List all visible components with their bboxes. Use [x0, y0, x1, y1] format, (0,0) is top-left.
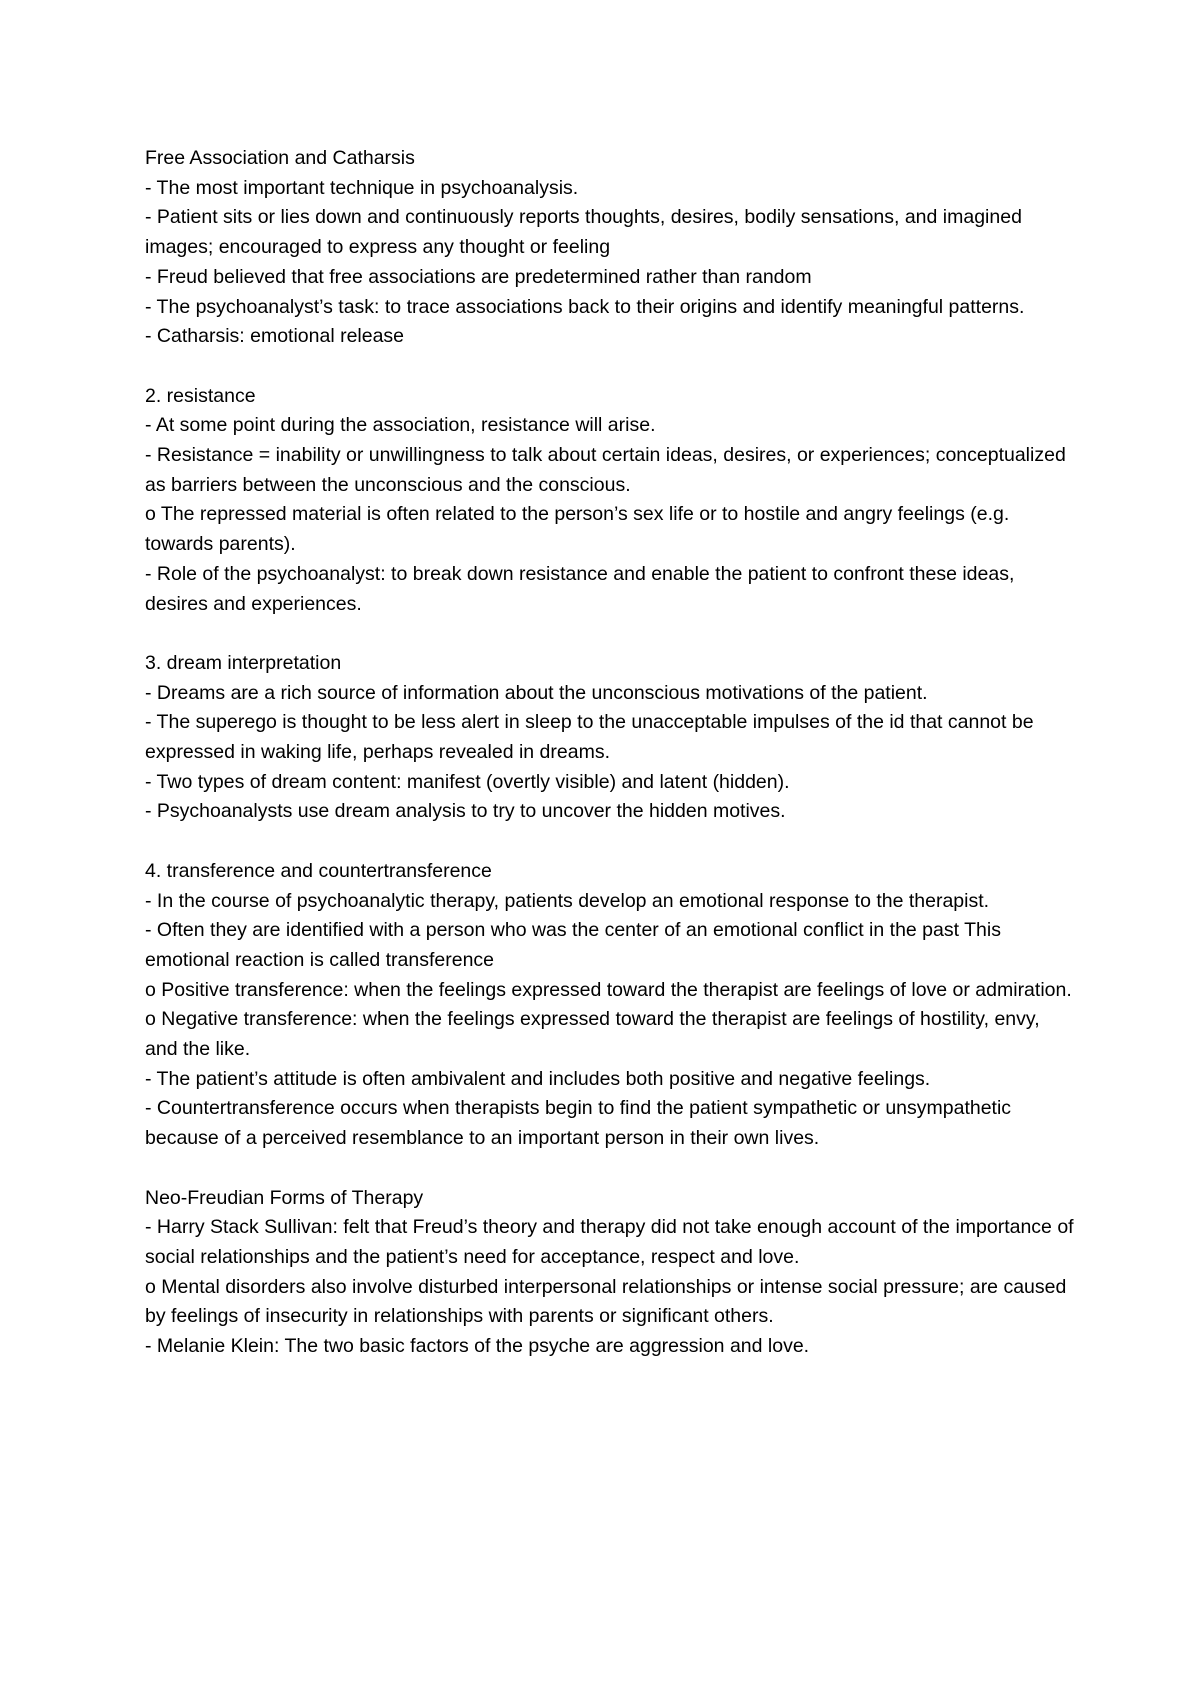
- section-heading: 2. resistance: [145, 384, 256, 407]
- list-item: o Negative transference: when the feelings expressed toward the therapist are feelings of hostility, envy, and the like.: [145, 1008, 1040, 1061]
- document-body: [145, 144, 1075, 1362]
- section-transference: [145, 857, 1075, 1154]
- list-item: - Freud believed that free associations are predetermined rather than random: [145, 265, 812, 288]
- list-item: - Catharsis: emotional release: [145, 325, 405, 348]
- list-item: - Patient sits or lies down and continuously reports thoughts, desires, bodily sensations, and imagined images; encouraged to express any thought or feeling: [145, 206, 1022, 259]
- list-item: - Dreams are a rich source of information about the unconscious motivations of the patient.: [145, 681, 928, 704]
- list-item: - The patient’s attitude is often ambivalent and includes both positive and negative feelings.: [145, 1067, 931, 1090]
- list-item: - The most important technique in psychoanalysis.: [145, 176, 579, 199]
- list-item: - Resistance = inability or unwillingness to talk about certain ideas, desires, or experiences; conceptualized as barriers between the unconscious and the conscious.: [145, 444, 1066, 496]
- list-item: - Psychoanalysts use dream analysis to try to uncover the hidden motives.: [145, 800, 786, 823]
- list-item: - The superego is thought to be less alert in sleep to the unacceptable impulses of the id that cannot be expressed in waking life, perhaps revealed in dreams.: [145, 711, 1034, 764]
- section-resistance: [145, 382, 1075, 620]
- list-item: o Mental disorders also involve disturbed interpersonal relationships or intense social pressure; are caused by feelings of insecurity in relationships with parents or significant others.: [145, 1275, 1067, 1328]
- list-item: - In the course of psychoanalytic therapy, patients develop an emotional response to the therapist.: [145, 889, 990, 912]
- section-free-association: [145, 144, 1075, 352]
- list-item: - Often they are identified with a person who was the center of an emotional conflict in the past This emotional reaction is called transference: [145, 919, 1001, 971]
- section-dream-interpretation: [145, 649, 1075, 827]
- section-heading: 4. transference and countertransference: [145, 859, 492, 882]
- list-item: - Countertransference occurs when therapists begin to find the patient sympathetic or unsympathetic because of a perceived resemblance to an important person in their own lives.: [145, 1097, 1012, 1150]
- list-item: - Harry Stack Sullivan: felt that Freud’s theory and therapy did not take enough account of the importance of social relationships and the patient’s need for acceptance, respect and love.: [145, 1216, 1074, 1268]
- list-item: o Positive transference: when the feelings expressed toward the therapist are feelings of love or admiration.: [145, 978, 1072, 1001]
- list-item: - Two types of dream content: manifest (overtly visible) and latent (hidden).: [145, 770, 790, 793]
- section-neo-freudian: [145, 1184, 1075, 1362]
- list-item: - At some point during the association, resistance will arise.: [145, 414, 656, 437]
- section-heading: Free Association and Catharsis: [145, 147, 415, 169]
- list-item: - Role of the psychoanalyst: to break down resistance and enable the patient to confront these ideas, desires and experiences.: [145, 562, 1015, 615]
- list-item: - Melanie Klein: The two basic factors of the psyche are aggression and love.: [145, 1335, 810, 1358]
- section-heading: Neo-Freudian Forms of Therapy: [145, 1186, 424, 1209]
- list-item: - The psychoanalyst’s task: to trace associations back to their origins and identify meaningful patterns.: [145, 295, 1025, 318]
- list-item: o The repressed material is often related to the person’s sex life or to hostile and angry feelings (e.g. towards parents).: [145, 503, 1010, 556]
- section-heading: 3. dream interpretation: [145, 651, 342, 674]
